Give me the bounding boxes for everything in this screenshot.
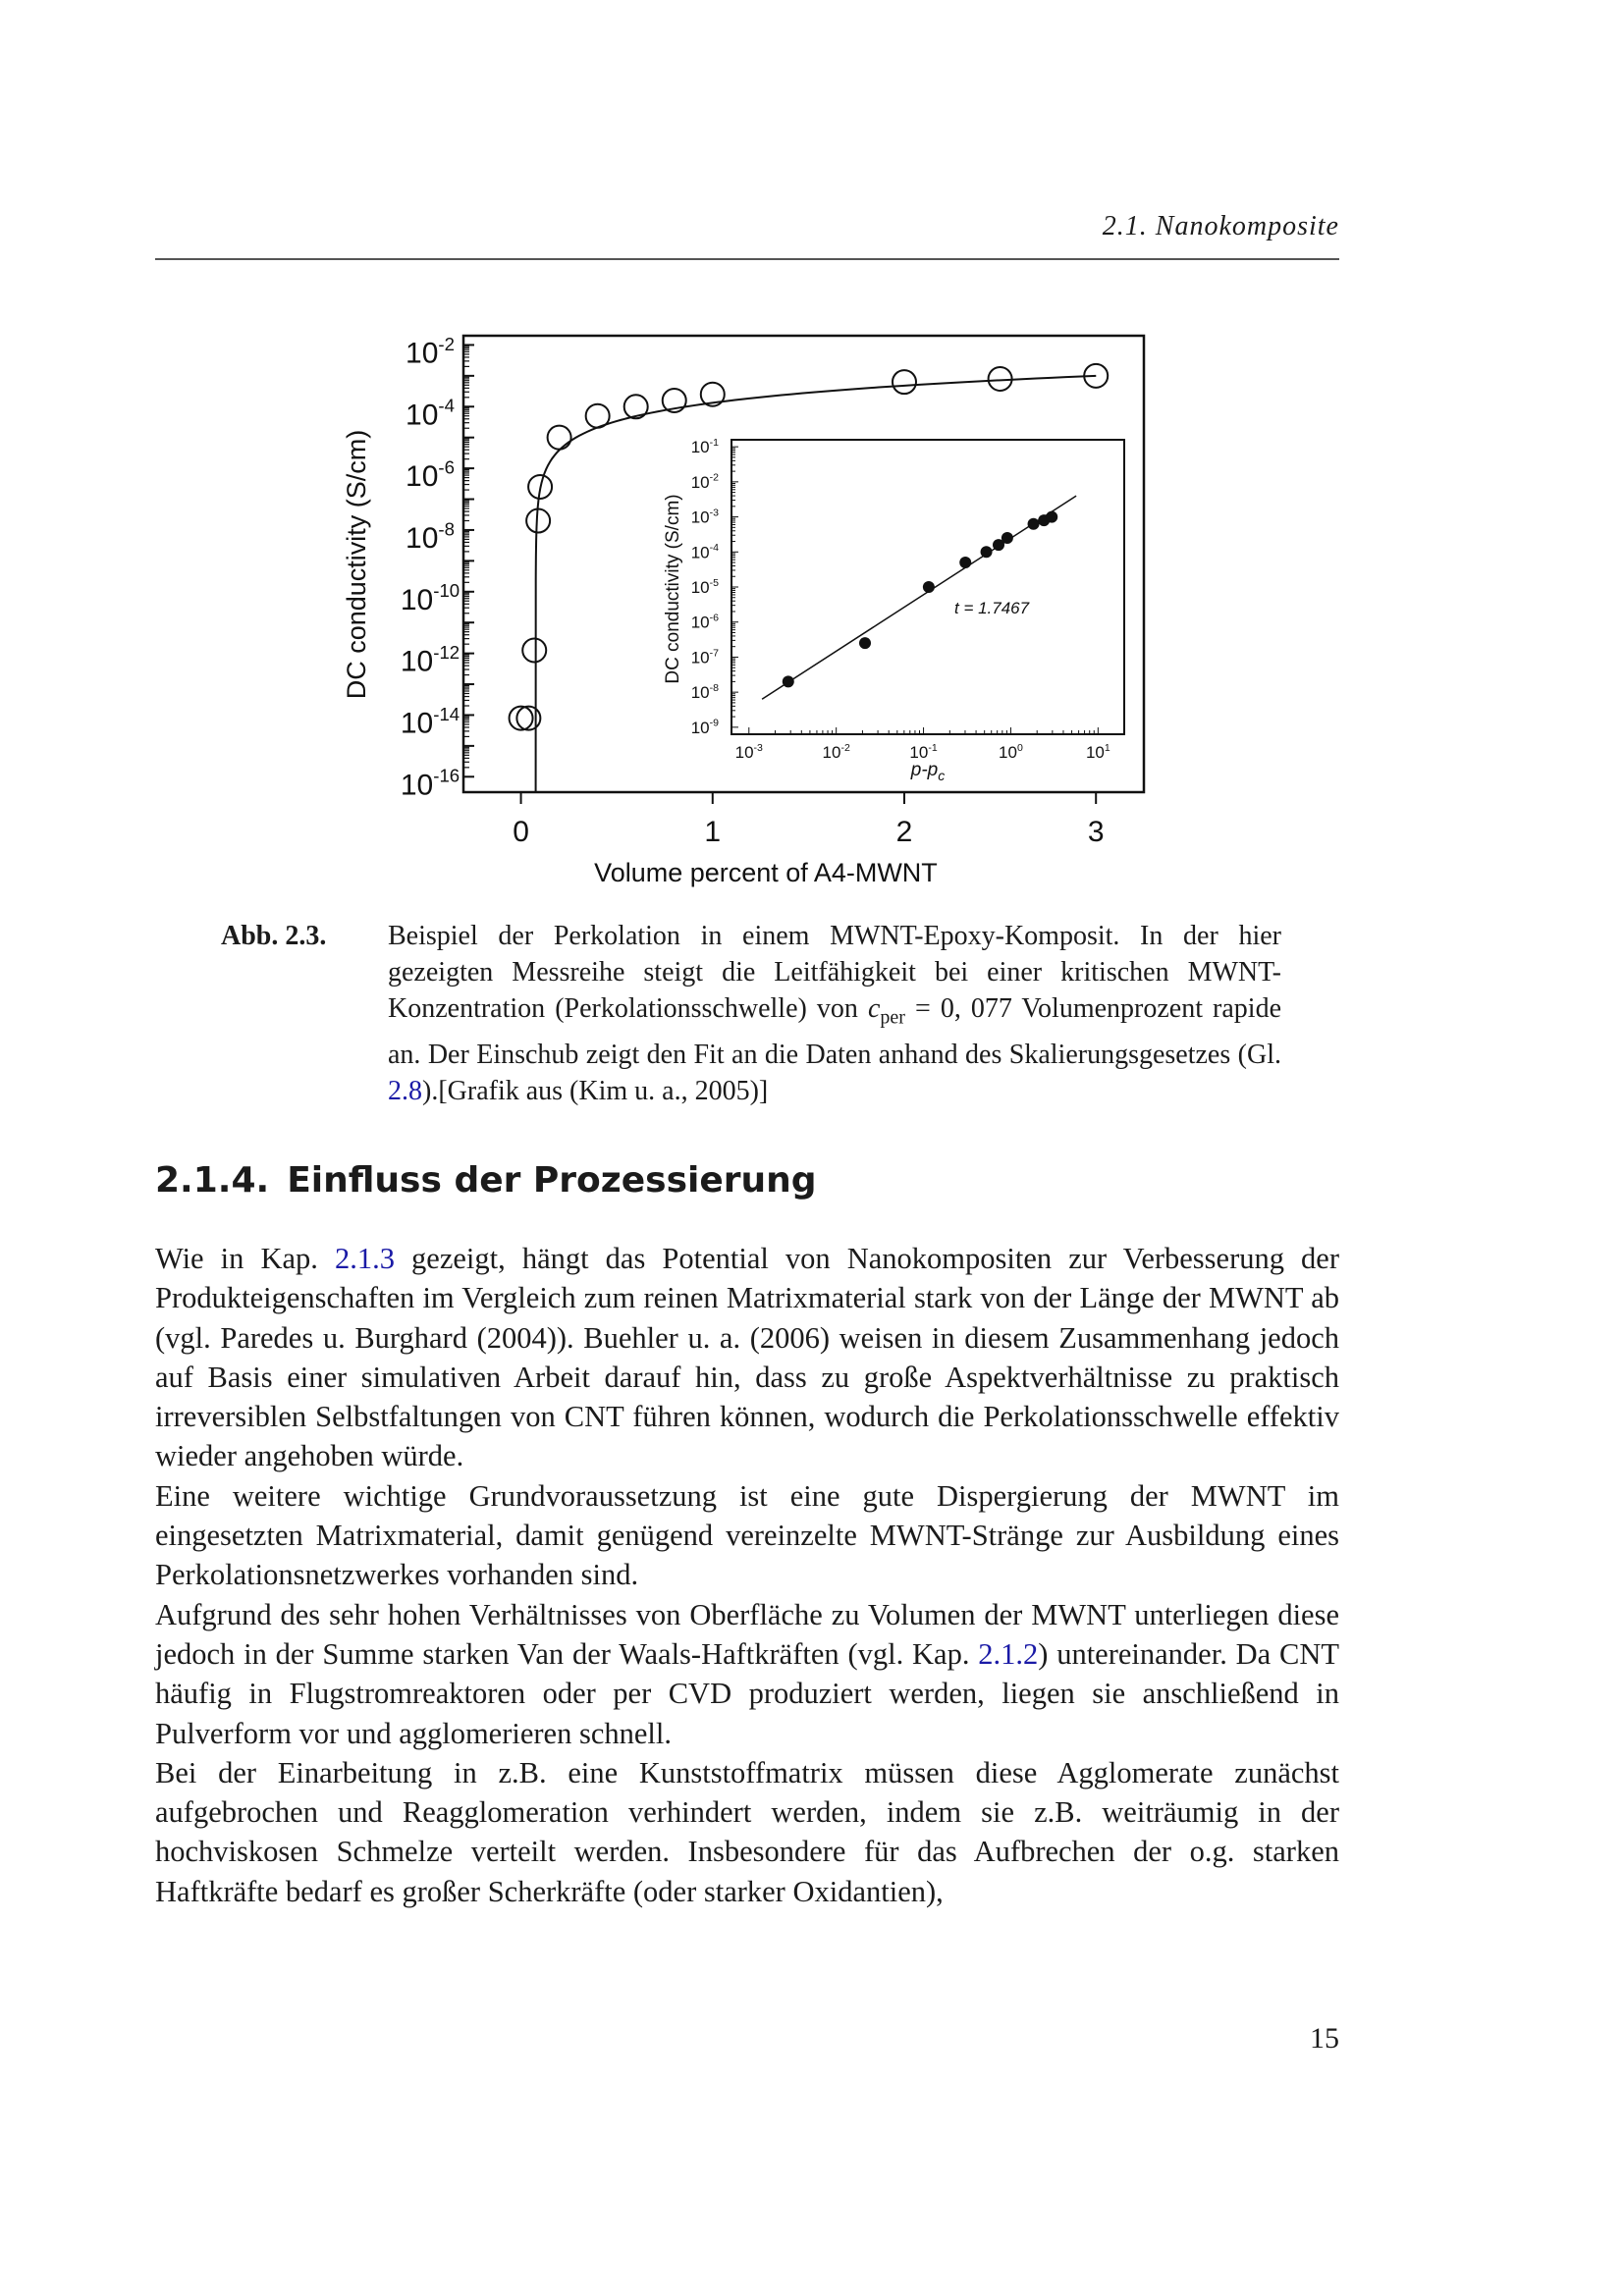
section-number: 2.1.4.	[155, 1160, 270, 1201]
inset-x-tick-label	[909, 742, 937, 762]
inset-x-tick-label	[823, 742, 850, 762]
inset-chart	[663, 437, 1124, 783]
main-y-tick-label-exp: -14	[433, 703, 460, 724]
paragraph-2: Eine weitere wichtige Grundvoraussetzung ist eine gute Dispergierung der MWNT im eingesetzten Matrixmaterial, damit genügend vereinzelte MWNT-Stränge zur Ausbildung eines Perkolationsnetzwerkes vorhanden sind.	[155, 1478, 1339, 1592]
inset-x-axis-label	[910, 760, 945, 783]
inset-y-tick-label-exp: -2	[709, 471, 719, 484]
paragraph-4: Bei der Einarbeitung in z.B. eine Kunststoffmatrix müssen diese Agglomerate zunächst aufgebrochen und Reagglomeration verhindert werden, indem sie z.B. weiträumig in der hochviskosen Schmelze verteilt werden. Insbesondere für das Aufbrechen der o.g. starken Haftkräfte bedarf es großer Scherkräfte (oder starker Oxidantien),	[155, 1755, 1339, 1908]
main-y-tick-label-exp: -8	[438, 518, 455, 540]
main-x-ticks	[513, 792, 1104, 848]
inset-x-tick-label	[735, 742, 763, 762]
main-x-tick-label: 0	[513, 816, 529, 848]
inset-x-tick-label-base: 10	[999, 743, 1017, 762]
inset-x-tick-label	[1086, 742, 1110, 762]
inset-y-tick-label	[691, 542, 719, 561]
main-y-tick-label	[401, 642, 460, 678]
inset-x-tick-label-base: 10	[909, 743, 929, 762]
main-y-tick-label-base: 10	[400, 707, 434, 740]
main-y-tick-label	[401, 766, 460, 802]
main-data-point	[624, 395, 648, 418]
main-data-point	[548, 426, 571, 450]
inset-y-tick-label-exp: -4	[709, 542, 719, 555]
main-data-point	[522, 638, 546, 662]
inset-y-tick-label	[691, 682, 719, 702]
inset-y-tick-label	[691, 647, 719, 667]
main-x-axis-label: Volume percent of A4-MWNT	[594, 858, 938, 887]
main-y-tick-label	[401, 704, 460, 740]
section-link-2-1-2[interactable]: 2.1.2	[978, 1636, 1039, 1671]
inset-y-tick-label-base: 10	[690, 472, 710, 492]
section-title-text: Einfluss der Prozessierung	[287, 1160, 817, 1201]
main-y-tick-label-base: 10	[400, 769, 434, 802]
inset-x-label-sub: c	[938, 768, 946, 783]
paragraph-1-a: Wie in Kap.	[155, 1242, 335, 1275]
main-y-tick-label	[406, 334, 455, 370]
inset-y-ticks	[691, 437, 719, 737]
inset-y-tick-label-base: 10	[690, 613, 710, 632]
inset-x-tick-label-base: 10	[822, 743, 841, 762]
inset-x-ticks	[735, 742, 1110, 762]
inset-y-tick-label-exp: -8	[709, 682, 719, 695]
inset-y-tick-label-exp: -7	[709, 647, 719, 660]
section-heading	[155, 1160, 817, 1201]
inset-y-tick-label-base: 10	[690, 438, 710, 457]
page-number: 15	[1310, 2022, 1339, 2055]
inset-y-tick-label	[691, 437, 719, 456]
inset-data-point	[1001, 532, 1013, 544]
main-x-tick-label: 1	[704, 816, 722, 848]
inset-y-tick-label	[691, 507, 719, 526]
main-y-tick-label-exp: -16	[433, 765, 460, 786]
inset-y-tick-label-exp: -9	[709, 717, 719, 729]
paragraph-3	[155, 1595, 1339, 1753]
inset-annotation: t = 1.7467	[954, 599, 1030, 617]
main-y-tick-label-exp: -2	[438, 333, 455, 354]
inset-y-tick-label	[691, 472, 719, 492]
caption-text	[388, 918, 1281, 1109]
inset-x-tick-label-base: 10	[1085, 743, 1105, 762]
main-y-axis-label: DC conductivity (S/cm)	[342, 429, 371, 700]
paragraph-3-b: ) untereinander. Da CNT häufig in Flugstromreaktoren oder per CVD produziert werden, liegen sie anschließend in Pulverform vor und agglomerieren schnell.	[155, 1636, 1339, 1750]
main-y-tick-label-base: 10	[400, 583, 434, 616]
main-x-tick-label: 2	[895, 816, 913, 848]
inset-x-tick-label-exp: -3	[753, 741, 763, 754]
inset-data-point	[923, 581, 935, 593]
body-text	[155, 1239, 1339, 1911]
inset-data-point	[1028, 518, 1040, 530]
inset-data-point	[783, 675, 794, 687]
caption-part-2: = 0, 077 Volumenprozent rapide an. Der Einschub zeigt den Fit an die Daten anhand des Skalierungsgesetzes (Gl.	[388, 993, 1281, 1070]
figure-caption	[221, 918, 1281, 1109]
inset-x-tick-label-exp: -1	[928, 741, 938, 754]
inset-y-tick-label	[691, 613, 719, 632]
inset-y-tick-label-exp: -3	[709, 507, 719, 519]
inset-x-tick-label-exp: -2	[840, 741, 850, 754]
paragraph-3-a: Aufgrund des sehr hohen Verhältnisses von Oberfläche zu Volumen der MWNT unterliegen diese jedoch in der Summe starken Van der Waals-Haftkräften (vgl. Kap.	[155, 1597, 1339, 1671]
inset-y-tick-label-base: 10	[690, 648, 710, 667]
inset-y-tick-label-exp: -5	[709, 576, 719, 589]
section-link-2-1-3[interactable]: 2.1.3	[334, 1242, 395, 1275]
caption-c-symbol: c	[867, 993, 881, 1024]
inset-y-tick-label-base: 10	[690, 543, 710, 562]
inset-x-label-main: p-p	[910, 760, 939, 780]
inset-x-tick-label-exp: 1	[1104, 741, 1110, 754]
main-y-tick-label	[406, 518, 455, 555]
main-data-point	[586, 404, 610, 428]
main-y-tick-label-exp: -10	[433, 580, 460, 602]
inset-x-tick-label-base: 10	[734, 743, 754, 762]
inset-x-tick-label	[999, 742, 1023, 762]
main-y-tick-label-exp: -4	[438, 395, 455, 416]
inset-y-axis-label: DC conductivity (S/cm)	[663, 494, 683, 684]
figure-percolation	[0, 0, 1624, 913]
inset-y-tick-label	[691, 718, 719, 737]
main-y-tick-label-base: 10	[406, 399, 439, 432]
main-y-tick-label-base: 10	[400, 645, 434, 678]
main-y-tick-label-exp: -6	[438, 456, 455, 478]
inset-data-point	[859, 637, 871, 649]
inset-data-point	[981, 546, 993, 558]
main-y-ticks	[401, 334, 460, 801]
main-data-point	[893, 370, 916, 394]
inset-data-point	[959, 557, 971, 568]
inset-y-tick-label	[691, 577, 719, 597]
running-head: 2.1. Nanokomposite	[1102, 211, 1339, 241]
main-x-tick-label: 3	[1087, 816, 1105, 848]
inset-y-tick-label-base: 10	[690, 683, 710, 703]
caption-c-subscript: per	[880, 1006, 905, 1029]
inset-y-tick-label-base: 10	[690, 718, 710, 737]
inset-y-tick-label-base: 10	[690, 578, 710, 597]
main-y-tick-label	[406, 457, 455, 494]
paragraph-1-b: gezeigt, hängt das Potential von Nanokompositen zur Verbesserung der Produkteigenschaften im Vergleich zum reinen Matrixmaterial stark von der Länge der MWNT ab (vgl. Paredes u. Burghard (2004)). Buehler u. a. (2006) weisen in diesem Zusammenhang jedoch auf Basis einer simulativen Arbeit darauf hin, dass zu große Aspektverhältnisse zu praktisch irreversiblen Selbstfaltungen von CNT führen können, wodurch die Perkolationsschwelle effektiv wieder angehoben würde.	[155, 1242, 1340, 1473]
caption-equation-link[interactable]: 2.8	[388, 1075, 422, 1106]
main-minor-ticks	[463, 345, 474, 776]
main-y-tick-label	[406, 396, 455, 432]
caption-part-3: ).[Grafik aus (Kim u. a., 2005)]	[422, 1075, 769, 1106]
inset-y-tick-label-exp: -1	[709, 437, 719, 450]
paragraph-1	[155, 1239, 1339, 1476]
main-y-tick-label-base: 10	[406, 460, 439, 494]
figure-label: Abb. 2.3.	[221, 921, 327, 951]
inset-y-tick-label-base: 10	[690, 507, 710, 527]
inset-data-point	[1046, 511, 1057, 523]
main-y-tick-label-exp: -12	[433, 642, 460, 664]
main-y-tick-label-base: 10	[406, 337, 439, 370]
main-y-tick-label	[401, 580, 460, 616]
main-y-tick-label-base: 10	[406, 521, 439, 555]
inset-y-tick-label-exp: -6	[709, 612, 719, 624]
caption-part-1: Beispiel der Perkolation in einem MWNT-Epoxy-Komposit. In der hier gezeigten Messreihe steigt die Leitfähigkeit bei einer kritischen MWNT-Konzentration (Perkolationsschwelle) von	[388, 921, 1281, 1024]
inset-x-tick-label-exp: 0	[1016, 741, 1023, 754]
